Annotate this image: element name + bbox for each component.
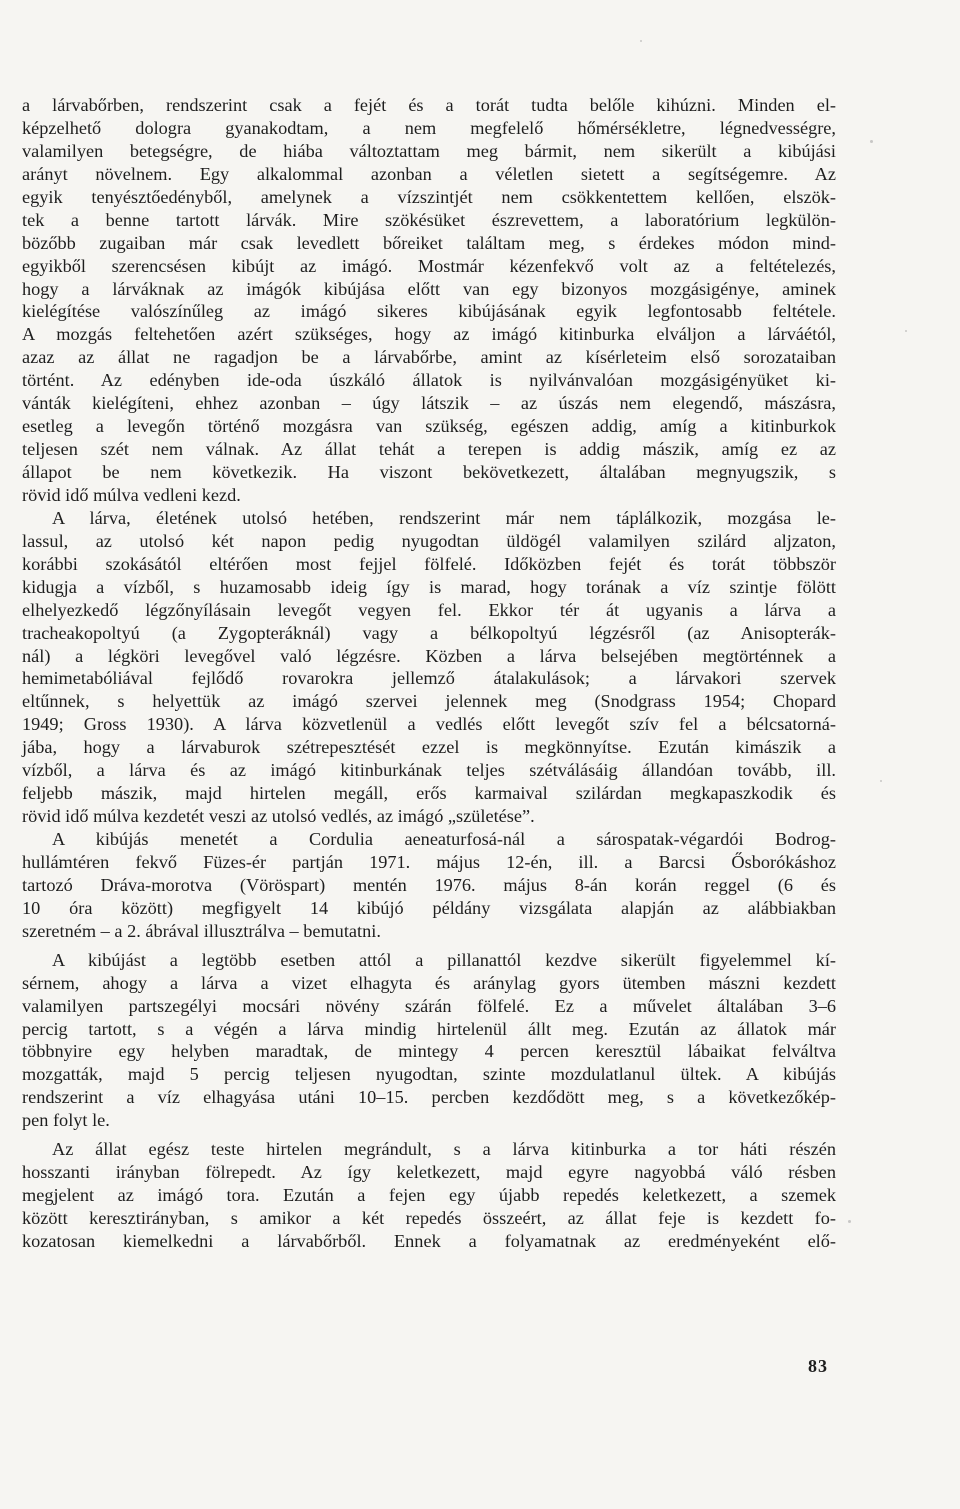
scan-speck [848,1220,851,1223]
text-line: rövid idő múlva kezdetét veszi az utolsó vedlés, az imágó „születése”. [22,806,535,827]
text-line: hullámtéren fekvő Füzes-ér partján 1971. május 12-én, ill. a Barcsi Ősborókáshoz [22,851,836,872]
text-line: feljebb mászik, majd hirtelen megáll, erős karmaival szilárdan megkapaszkodik és [22,783,836,804]
text-line: elhelyezkedő légzőnyílásain levegőt vegyen fel. Ekkor tér át ugyanis a lárva a [22,599,836,620]
text-line: eltűnnek, s helyettük az imágó szervei jelennek meg (Snodgrass 1954; Chopard [22,691,836,712]
text-line: szeretném – a 2. ábrával illusztrálva – bemutatni. [22,920,381,941]
text-line: A kibújás menetét a Cordulia aeneaturfosá-nál a sárospatak-végardói Bodrog- [52,829,836,849]
text-line: percig tartott, s a végén a lárva mindig hirtelenül állt meg. Ezután az állatok már [22,1018,836,1039]
text-line: egyik tenyésztőedényből, amelynek a vízszintjét nem csökkentettem kellően, elszök- [22,186,836,207]
text-line: teljesen szét nem válnak. Az állat tehát a terepen is addig mászik, amíg ez az [22,439,836,460]
text-line: vánták kielégíteni, ehhez azonban – úgy látszik – az úszás nem elegendő, mászásra, [22,393,836,414]
body-text [22,94,836,1253]
paragraph-3 [22,828,836,943]
text-line: hosszanti irányban fölrepedt. Az így keletkezett, majd egyre nagyobbá váló résben [22,1162,836,1183]
text-line: azaz az állat ne ragadjon be a lárvabőrbe, amint az kísérleteim első sorozataiban [22,347,836,368]
text-line: állapot be nem következik. Ha viszont bekövetkezett, általában megnyugszik, s [22,462,836,482]
text-line: 10 óra között) megfigyelt 14 kibújó példány vizsgálata alapján az alábbiakban [22,897,836,918]
text-line: kielégítése valószínűleg az imágó sikeres kibújásának egyik legfontosabb feltétele. [22,301,836,322]
text-line: vízből, a lárva és az imágó kitinburkának teljes szétválásáig állandóan tovább, ill. [22,760,836,781]
text-line: képzelhető dologra gyanakodtam, a nem megfelelő hőmérsékletre, légnedvességre, [22,117,836,138]
text-line: valamilyen betegségre, de hiába változtattam meg bármit, nem sikerült a kibújási [22,140,836,161]
text-line: esetleg a levegőn történő mozgásra van szükség, egészen addig, amíg a kitinburkok [22,416,836,437]
text-line: A kibújást a legtöbb esetben attól a pillanattól kezdve sikerült figyelemmel kí- [52,949,836,970]
text-line: tracheakopoltyú (a Zygopteráknál) vagy a bélkopoltyú légzésről (az Anisopterák- [22,622,836,643]
scan-speck [640,40,642,42]
text-line: nál) a légköri levegővel való légzésre. Közben a lárva belsejében megtörténnek a [22,645,836,666]
text-line: arányt növelnem. Egy alkalommal azonban a véletlen sietett a segítségemre. Az [22,163,836,184]
text-line: között keresztirányban, s amikor a két repedés összeért, az állat feje is kezdett fo- [22,1208,836,1228]
scan-speck [870,140,873,143]
paragraph-4 [22,949,836,1133]
text-line: 1949; Gross 1930). A lárva közvetlenül a vedlés előtt levegőt szív fel a bélcsatorná- [22,714,836,735]
text-line: hogy a lárváknak az imágók kibújása előtt van egy bizonyos mozgásigénye, aminek [22,278,836,299]
text-line: tek a benne tartott lárvák. Mire szökésüket észrevettem, a laboratórium legkülön- [22,209,836,230]
paragraph-5 [22,1138,836,1253]
text-line: megjelent az imágó tora. Ezután a fejen egy újabb repedés keletkezett, a szemek [22,1185,836,1206]
text-line: kidugja a vízből, s huzamosabb ideig így is marad, hogy torának a víz szintje fölött [22,576,836,597]
text-line: valamilyen partszegélyi mocsári növény szárán fölfelé. Ez a művelet általában 3–6 [22,995,836,1016]
scan-speck [905,330,907,332]
paragraph-1 [22,94,836,507]
paragraph-2 [22,507,836,828]
text-line: a lárvabőrben, rendszerint csak a fejét és a torát tudta belőle kihúzni. Minden el- [22,95,836,115]
text-line: hemimetabóliával fejlődő rovarokra jellemző átalakulások; a lárvakori szervek [22,668,836,689]
text-line: pen folyt le. [22,1110,110,1131]
text-line: Az állat egész teste hirtelen megrándult, s a lárva kitinburka a tor háti részén [52,1139,836,1160]
text-line: egyikből szerencsésen kibújt az imágó. Mostmár kézenfekvő volt az a feltételezés, [22,255,836,276]
scan-speck [880,780,882,782]
text-line: sérnem, ahogy a lárva a vizet elhagyta és aránylag gyors ütemben mászni kezdett [22,972,836,993]
text-line: lassul, az utolsó két napon pedig nyugodtan üldögél valamilyen szilárd aljzaton, [22,530,836,551]
text-line: mozgatták, majd 5 percig teljesen nyugodtan, szinte mozdulatlanul ültek. A kibújás [22,1064,836,1085]
text-line: történt. Az edényben ide-oda úszkáló állatok is nyilvánvalóan mozgásigényüket ki- [22,370,836,391]
text-line: korábbi szokásától eltérően most fejjel fölfelé. Időközben fejét és torát többször [22,553,836,574]
text-line: rendszerint a víz elhagyása utáni 10–15. percben kezdődött meg, s a következőkép- [22,1087,836,1108]
text-line: jába, hogy a lárvaburok szétrepesztését ezzel is megkönnyítse. Ezután kimászik a [22,737,836,758]
text-line: bözőbb zugaiban már csak levedlett bőreiket találtam meg, s érdekes módon mind- [22,232,836,253]
page-number: 83 [808,1356,828,1376]
text-line: A lárva, életének utolsó hetében, rendszerint már nem táplálkozik, mozgása le- [52,507,836,528]
text-line: A mozgás feltehetően azért szükséges, hogy az imágó kitinburka elváljon a lárváétól, [22,324,836,345]
text-line: tartozó Dráva-morotva (Vöröspart) mentén 1976. május 8-án korán reggel (6 és [22,874,836,895]
text-line: többnyire egy helyben maradtak, de mintegy 4 percen keresztül lábaikat felváltva [22,1041,836,1062]
text-line: rövid idő múlva vedleni kezd. [22,484,241,505]
text-line: kozatosan kiemelkedni a lárvabőrből. Ennek a folyamatnak az eredményeként elő- [22,1230,836,1251]
